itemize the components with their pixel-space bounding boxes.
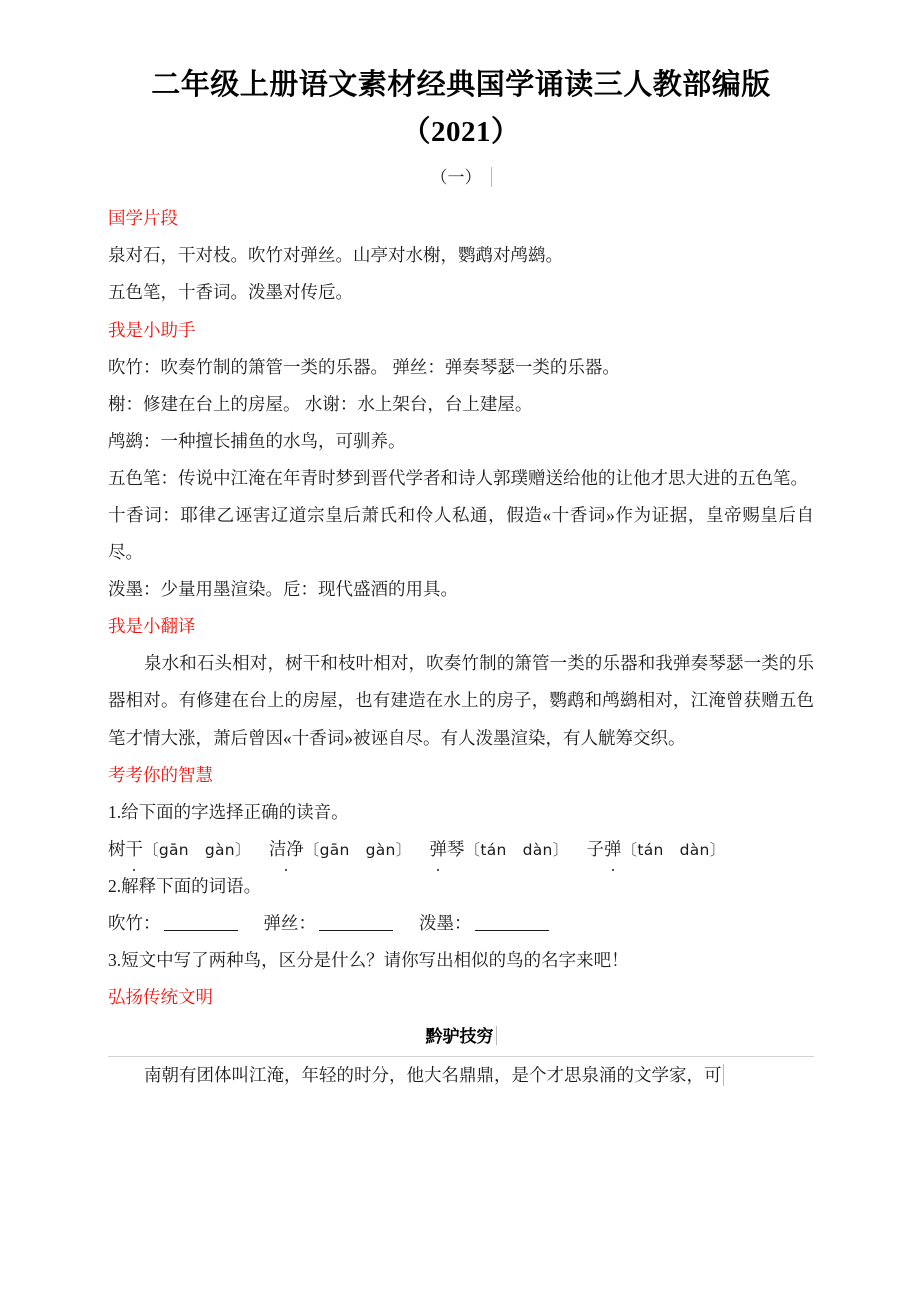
choice-pinyin-group: 〔tán dàn〕 <box>621 840 726 859</box>
quiz-choice-row <box>108 831 814 868</box>
choice-pinyin-a[interactable]: gān <box>319 840 350 859</box>
blank-label: 吹竹： <box>108 913 161 934</box>
helper-line-6: 泼墨：少量用墨渲染。卮：现代盛酒的用具。 <box>108 579 458 600</box>
section-number-label: （一） <box>430 167 482 187</box>
guoxue-line-1: 泉对石，干对枝。吹竹对弹丝。山亭对水榭，鹦鹉对鸬鹚。 <box>108 245 563 266</box>
helper-line-5: 十香词：耶律乙诬害辽道宗皇后萧氏和伶人私通，假造«十香词»作为证据，皇帝赐皇后自尽。 <box>108 504 814 563</box>
blank-entry <box>419 913 549 933</box>
page-title-line2: （2021） <box>401 115 521 148</box>
choice-pinyin-b[interactable]: gàn <box>365 840 396 859</box>
choice-word-pre: 子 <box>586 838 604 859</box>
helper-line-4: 五色笔：传说中江淹在年青时梦到晋代学者和诗人郭璞赠送给他的让他才思大进的五色笔。 <box>108 467 808 488</box>
quiz-blank-row <box>108 905 814 942</box>
answer-blank-line[interactable] <box>164 913 238 931</box>
section-number <box>108 162 814 194</box>
heading-helper: 我是小助手 <box>108 319 196 340</box>
blank-label: 泼墨： <box>419 913 472 934</box>
choice-pinyin-b[interactable]: dàn <box>679 840 710 859</box>
choice-pinyin-group: 〔gān gàn〕 <box>303 840 412 859</box>
text-cursor-caret <box>723 1064 724 1086</box>
page-title <box>108 62 814 156</box>
heading-translation: 我是小翻译 <box>108 616 196 637</box>
choice-word-emphasized: 弹 <box>604 831 622 868</box>
heading-quiz: 考考你的智慧 <box>108 764 213 785</box>
story-paragraph <box>108 1057 814 1094</box>
helper-line-1: 吹竹：吹奏竹制的箫管一类的乐器。 弹丝：弹奏琴瑟一类的乐器。 <box>108 356 620 377</box>
text-cursor-caret <box>496 1026 497 1045</box>
answer-blank-line[interactable] <box>475 913 549 931</box>
choice-pinyin-group: 〔gān gàn〕 <box>143 840 251 859</box>
choice-pinyin-b[interactable]: dàn <box>522 840 553 859</box>
story-title-label: 黔驴技穷 <box>425 1027 494 1047</box>
answer-blank-line[interactable] <box>319 913 393 931</box>
choice-pinyin-b[interactable]: gàn <box>204 840 235 859</box>
quiz-choice-item[interactable] <box>430 839 569 859</box>
choice-word-emphasized: 干 <box>126 831 144 868</box>
blank-entry <box>108 913 238 933</box>
quiz-question-3: 3.短文中写了两种鸟，区分是什么？请你写出相似的鸟的名字来吧！ <box>108 950 629 971</box>
choice-word-pre: 树 <box>108 838 126 859</box>
helper-line-2: 榭：修建在台上的房屋。 水谢：水上架台，台上建屋。 <box>108 393 533 414</box>
quiz-choice-item[interactable] <box>269 839 412 859</box>
heading-culture: 弘扬传统文明 <box>108 987 213 1008</box>
document-content <box>108 62 814 1094</box>
choice-pinyin-a[interactable]: tán <box>637 840 664 859</box>
translation-paragraph: 泉水和石头相对，树干和枝叶相对，吹奏竹制的箫管一类的乐器和我弹奏琴瑟一类的乐器相对。有修建在台上的房屋，也有建造在水上的房子，鹦鹉和鸬鹚相对，江淹曾获赠五色笔才情大涨，萧后曾因«十香词»被诬自尽。有人泼墨渲染，有人觥筹交织。 <box>108 653 814 748</box>
quiz-choice-item[interactable] <box>108 839 251 859</box>
choice-word-emphasized: 洁净 <box>269 831 304 868</box>
helper-line-3: 鸬鹚：一种擅长捕鱼的水鸟，可驯养。 <box>108 430 406 451</box>
guoxue-line-2: 五色笔，十香词。泼墨对传卮。 <box>108 282 353 303</box>
text-cursor-caret <box>491 167 492 187</box>
story-title <box>108 1020 814 1054</box>
quiz-question-2: 2.解释下面的词语。 <box>108 875 262 896</box>
choice-word-post: 琴 <box>447 838 465 859</box>
page-title-line1: 二年级上册语文素材经典国学诵读三人教部编版 <box>151 69 771 101</box>
choice-pinyin-group: 〔tán dàn〕 <box>464 840 569 859</box>
choice-word-emphasized: 弹 <box>430 831 448 868</box>
choice-pinyin-a[interactable]: tán <box>480 840 507 859</box>
blank-entry <box>264 913 394 933</box>
choice-pinyin-a[interactable]: gān <box>158 840 189 859</box>
quiz-choice-item[interactable] <box>587 839 726 859</box>
quiz-question-1: 1.给下面的字选择正确的读音。 <box>108 801 349 822</box>
heading-guoxue-fragment: 国学片段 <box>108 208 178 229</box>
blank-label: 弹丝： <box>263 913 316 934</box>
story-paragraph-text: 南朝有团体叫江淹，年轻的时分，他大名鼎鼎，是个才思泉涌的文学家，可 <box>144 1065 722 1086</box>
